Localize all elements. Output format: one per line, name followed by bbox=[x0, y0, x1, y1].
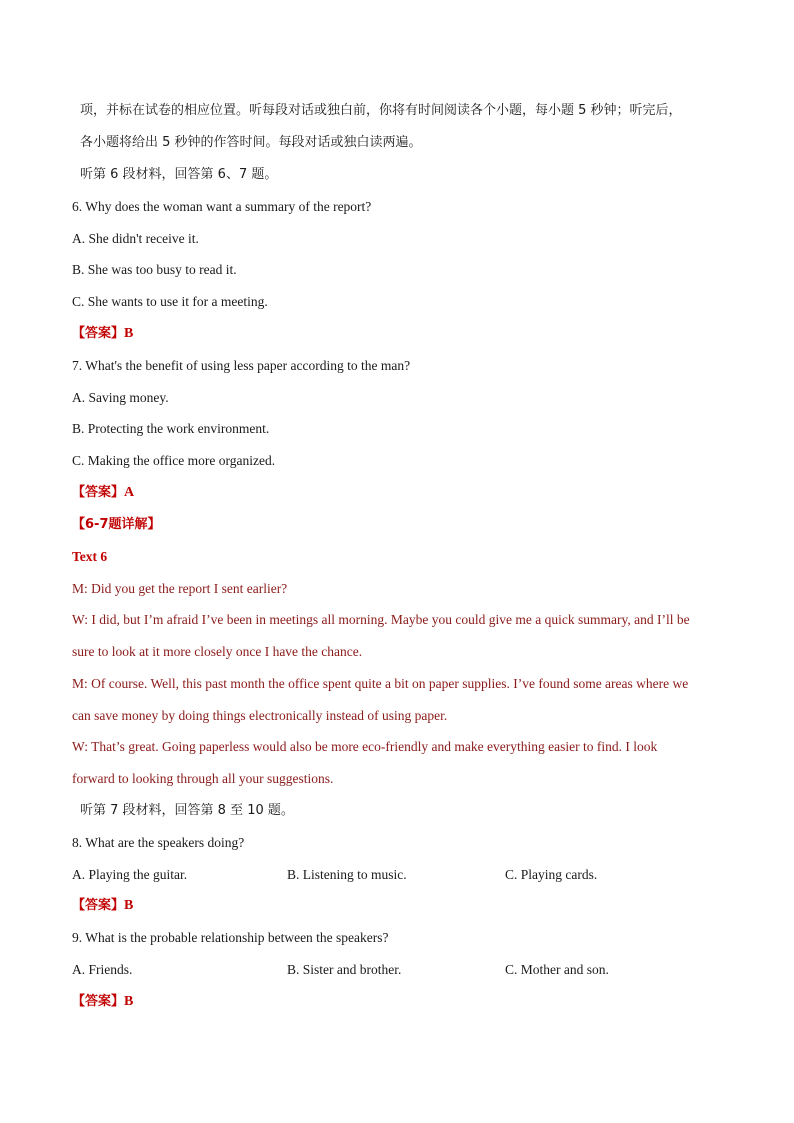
q7-answer bbox=[72, 484, 732, 502]
transcript-line-5: can save money by doing things electronically instead of using paper. bbox=[72, 708, 448, 723]
q6-option-a: A. She didn't receive it. bbox=[72, 231, 199, 246]
q9-option-a: A. Friends. bbox=[72, 962, 133, 977]
intro-line-2: 各小题将给出 5 秒钟的作答时间。每段对话或独白读两遍。 bbox=[80, 135, 422, 150]
q8-answer bbox=[72, 897, 732, 915]
transcript-line-2: W: I did, but I’m afraid I’ve been in meetings all morning. Maybe you could give me a quick summary, and I’ll be bbox=[72, 612, 690, 627]
question-6: 6. Why does the woman want a summary of the report? bbox=[72, 199, 372, 214]
q6-answer bbox=[72, 325, 732, 343]
q9-option-b: B. Sister and brother. bbox=[287, 962, 402, 977]
answer-label: 【答案】 bbox=[72, 485, 125, 500]
q8-option-b: B. Listening to music. bbox=[287, 867, 407, 882]
text-title: Text 6 bbox=[72, 549, 108, 564]
question-7: 7. What's the benefit of using less paper according to the man? bbox=[72, 358, 411, 373]
answer-value: B bbox=[124, 898, 134, 913]
question-9: 9. What is the probable relationship between the speakers? bbox=[72, 930, 389, 945]
answer-value: B bbox=[124, 326, 134, 341]
q8-option-c: C. Playing cards. bbox=[505, 867, 598, 882]
q6-option-b: B. She was too busy to read it. bbox=[72, 262, 237, 277]
answer-value: A bbox=[124, 485, 135, 500]
q9-option-c: C. Mother and son. bbox=[505, 962, 609, 977]
answer-label: 【答案】 bbox=[72, 898, 125, 913]
q7-option-b: B. Protecting the work environment. bbox=[72, 421, 270, 436]
transcript-line-7: forward to looking through all your suggestions. bbox=[72, 771, 334, 786]
answer-label: 【答案】 bbox=[72, 326, 125, 341]
q9-answer bbox=[72, 993, 732, 1011]
q8-option-a: A. Playing the guitar. bbox=[72, 867, 188, 882]
transcript-line-3: sure to look at it more closely once I have the chance. bbox=[72, 644, 363, 659]
section6-heading: 听第 6 段材料，回答第 6、7 题。 bbox=[80, 167, 278, 182]
q7-option-a: A. Saving money. bbox=[72, 390, 169, 405]
q6-option-c: C. She wants to use it for a meeting. bbox=[72, 294, 268, 309]
transcript-line-4: M: Of course. Well, this past month the office spent quite a bit on paper supplies. I’ve found some areas where we bbox=[72, 676, 689, 691]
transcript-line-1: M: Did you get the report I sent earlier? bbox=[72, 581, 288, 596]
section7-heading: 听第 7 段材料，回答第 8 至 10 题。 bbox=[80, 803, 294, 818]
explanation-heading: 【6-7题详解】 bbox=[72, 517, 161, 532]
question-8: 8. What are the speakers doing? bbox=[72, 835, 245, 850]
intro-line-1: 项，并标在试卷的相应位置。听每段对话或独白前，你将有时间阅读各个小题，每小题 5 秒钟；听完后， bbox=[80, 103, 682, 118]
transcript-line-6: W: That’s great. Going paperless would also be more eco-friendly and make everything easier to find. I look bbox=[72, 739, 658, 754]
answer-value: B bbox=[124, 994, 134, 1009]
answer-label: 【答案】 bbox=[72, 994, 125, 1009]
q7-option-c: C. Making the office more organized. bbox=[72, 453, 276, 468]
